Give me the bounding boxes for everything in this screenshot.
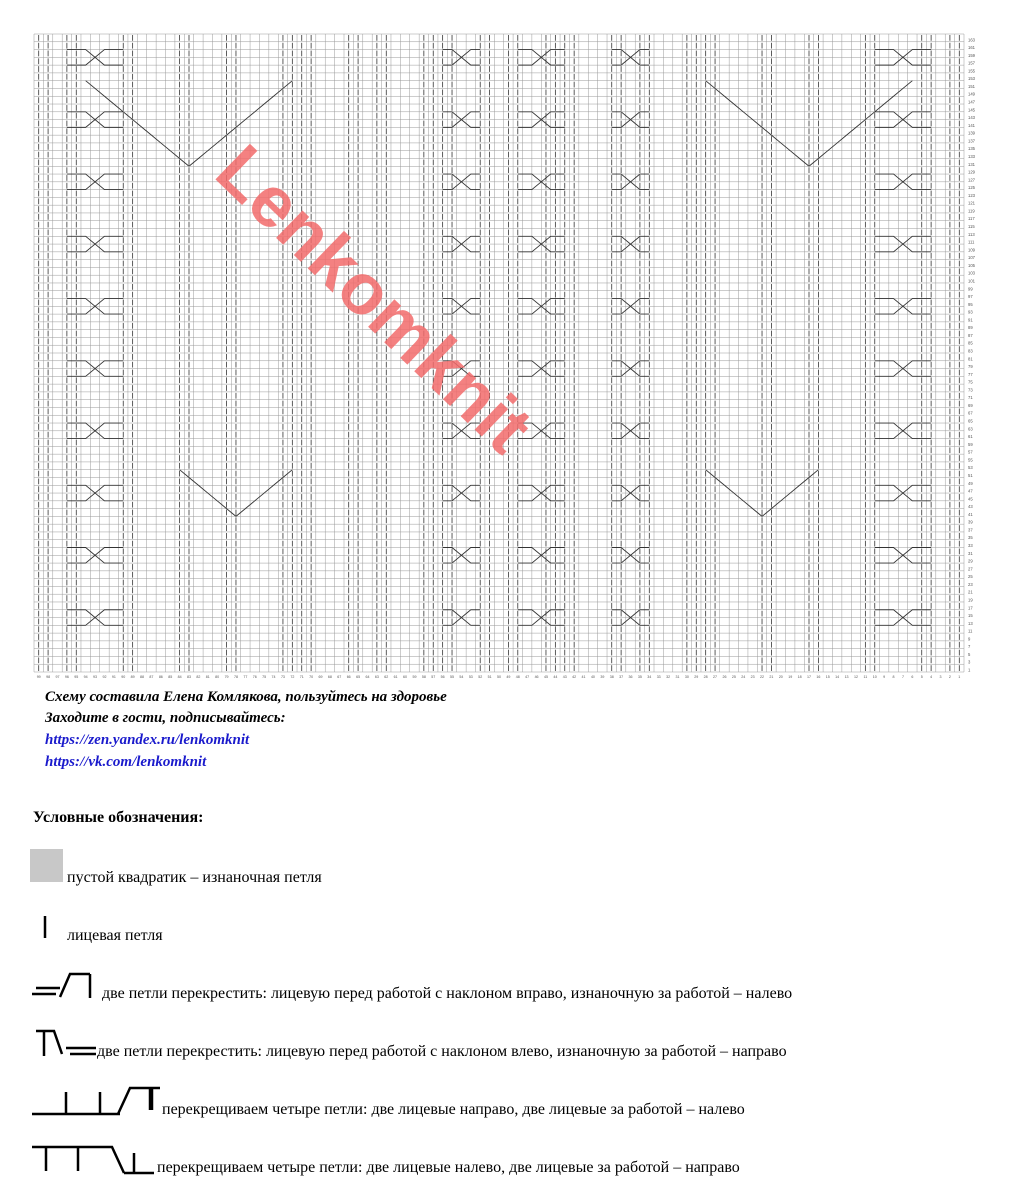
- svg-text:69: 69: [318, 675, 323, 679]
- svg-text:121: 121: [968, 200, 975, 206]
- svg-text:81: 81: [205, 675, 210, 679]
- svg-text:135: 135: [968, 146, 975, 152]
- watermark-text: Lenkomknit: [200, 129, 548, 469]
- svg-text:16: 16: [816, 675, 821, 679]
- svg-text:1: 1: [968, 667, 971, 673]
- svg-text:109: 109: [968, 247, 975, 253]
- svg-text:31: 31: [968, 550, 973, 556]
- svg-text:43: 43: [968, 504, 973, 510]
- svg-text:94: 94: [83, 675, 88, 679]
- svg-text:29: 29: [694, 675, 699, 679]
- svg-text:7: 7: [968, 644, 971, 650]
- svg-text:86: 86: [158, 675, 163, 679]
- svg-text:11: 11: [863, 675, 868, 679]
- legend-title: Условные обозначения:: [33, 809, 204, 826]
- svg-text:7: 7: [901, 675, 904, 679]
- svg-text:87: 87: [149, 675, 154, 679]
- svg-text:66: 66: [346, 675, 351, 679]
- svg-text:137: 137: [968, 138, 975, 144]
- svg-text:33: 33: [968, 543, 973, 549]
- svg-text:159: 159: [968, 52, 975, 58]
- svg-text:149: 149: [968, 91, 975, 97]
- svg-text:23: 23: [968, 581, 973, 587]
- svg-text:87: 87: [968, 332, 973, 338]
- svg-text:157: 157: [968, 60, 975, 66]
- svg-text:63: 63: [968, 426, 973, 432]
- svg-text:95: 95: [968, 301, 973, 307]
- svg-text:143: 143: [968, 115, 975, 121]
- legend-text-knit: лицевая петля: [67, 927, 163, 944]
- svg-text:41: 41: [968, 511, 973, 517]
- svg-text:49: 49: [968, 480, 973, 486]
- svg-text:90: 90: [121, 675, 126, 679]
- svg-text:47: 47: [525, 675, 530, 679]
- svg-text:25: 25: [731, 675, 736, 679]
- svg-text:61: 61: [393, 675, 398, 679]
- svg-text:67: 67: [968, 410, 973, 416]
- svg-text:107: 107: [968, 255, 975, 261]
- row-numbers: [968, 37, 976, 672]
- svg-text:85: 85: [968, 340, 973, 346]
- svg-text:21: 21: [769, 675, 774, 679]
- svg-text:141: 141: [968, 122, 975, 128]
- svg-text:119: 119: [968, 208, 975, 214]
- svg-text:31: 31: [675, 675, 680, 679]
- svg-text:38: 38: [609, 675, 614, 679]
- svg-text:153: 153: [968, 76, 975, 82]
- svg-text:10: 10: [872, 675, 877, 679]
- svg-text:115: 115: [968, 224, 975, 230]
- svg-text:23: 23: [750, 675, 755, 679]
- svg-text:37: 37: [968, 527, 973, 533]
- svg-text:65: 65: [356, 675, 361, 679]
- svg-text:147: 147: [968, 99, 975, 105]
- svg-text:97: 97: [968, 294, 973, 300]
- svg-text:113: 113: [968, 231, 975, 237]
- svg-text:163: 163: [968, 37, 975, 43]
- svg-text:13: 13: [844, 675, 849, 679]
- svg-text:25: 25: [968, 574, 973, 580]
- column-numbers: [37, 675, 961, 679]
- svg-text:36: 36: [628, 675, 633, 679]
- svg-text:117: 117: [968, 216, 975, 222]
- svg-text:5: 5: [968, 651, 971, 657]
- svg-text:41: 41: [581, 675, 586, 679]
- svg-text:5: 5: [920, 675, 923, 679]
- svg-text:81: 81: [968, 356, 973, 362]
- svg-text:59: 59: [412, 675, 417, 679]
- svg-text:85: 85: [168, 675, 173, 679]
- svg-text:30: 30: [684, 675, 689, 679]
- svg-text:3: 3: [968, 659, 971, 665]
- svg-text:15: 15: [825, 675, 830, 679]
- svg-text:29: 29: [968, 558, 973, 564]
- svg-text:89: 89: [130, 675, 135, 679]
- svg-text:9: 9: [968, 636, 971, 642]
- svg-text:65: 65: [968, 418, 973, 424]
- svg-text:58: 58: [421, 675, 426, 679]
- svg-text:91: 91: [111, 675, 116, 679]
- svg-text:75: 75: [968, 379, 973, 385]
- svg-text:99: 99: [968, 286, 973, 292]
- svg-text:20: 20: [778, 675, 783, 679]
- svg-text:75: 75: [262, 675, 267, 679]
- svg-text:34: 34: [647, 675, 652, 679]
- svg-text:53: 53: [468, 675, 473, 679]
- svg-text:35: 35: [637, 675, 642, 679]
- svg-text:54: 54: [459, 675, 464, 679]
- svg-text:17: 17: [807, 675, 811, 679]
- svg-text:27: 27: [713, 675, 718, 679]
- svg-text:125: 125: [968, 185, 975, 191]
- svg-text:39: 39: [600, 675, 605, 679]
- svg-text:22: 22: [760, 675, 765, 679]
- svg-text:51: 51: [487, 675, 492, 679]
- knit-stitch-icon: [40, 914, 50, 940]
- cross-left-2-icon: [30, 1026, 100, 1060]
- svg-text:57: 57: [968, 449, 973, 455]
- svg-text:42: 42: [572, 675, 577, 679]
- svg-text:32: 32: [666, 675, 671, 679]
- svg-text:53: 53: [968, 465, 973, 471]
- svg-text:48: 48: [515, 675, 520, 679]
- svg-text:131: 131: [968, 161, 975, 167]
- cable-right-4-end-icon: [145, 1084, 159, 1118]
- svg-text:52: 52: [478, 675, 483, 679]
- svg-text:19: 19: [968, 597, 973, 603]
- svg-text:77: 77: [968, 371, 973, 377]
- svg-text:4: 4: [930, 675, 933, 679]
- svg-text:56: 56: [440, 675, 445, 679]
- svg-text:103: 103: [968, 270, 975, 276]
- svg-text:71: 71: [968, 395, 973, 401]
- cross-right-2-icon: [30, 970, 100, 1002]
- legend-text-cross-right: две петли перекрестить: лицевую перед работой с наклоном вправо, изнаночную за работой – налево: [102, 985, 793, 1002]
- svg-text:77: 77: [243, 675, 248, 679]
- svg-text:71: 71: [299, 675, 304, 679]
- grid-lines: [34, 34, 964, 672]
- svg-text:82: 82: [196, 675, 201, 679]
- svg-text:79: 79: [968, 364, 973, 370]
- svg-text:93: 93: [968, 309, 973, 315]
- svg-text:93: 93: [93, 675, 98, 679]
- svg-text:123: 123: [968, 192, 975, 198]
- svg-text:83: 83: [187, 675, 191, 679]
- svg-text:92: 92: [102, 675, 107, 679]
- svg-text:17: 17: [968, 605, 973, 611]
- svg-text:46: 46: [534, 675, 539, 679]
- svg-text:111: 111: [968, 239, 975, 245]
- svg-text:44: 44: [553, 675, 558, 679]
- svg-text:14: 14: [835, 675, 840, 679]
- svg-text:145: 145: [968, 107, 975, 113]
- zen-link[interactable]: https://zen.yandex.ru/lenkomknit: [45, 732, 250, 748]
- legend-text-purl: пустой квадратик – изнаночная петля: [67, 869, 322, 886]
- legend-text-cross-left: две петли перекрестить: лицевую перед работой с наклоном влево, изнаночную за работой – направо: [97, 1043, 787, 1060]
- svg-text:63: 63: [374, 675, 379, 679]
- svg-text:98: 98: [46, 675, 51, 679]
- svg-text:91: 91: [968, 317, 973, 323]
- svg-text:18: 18: [797, 675, 802, 679]
- svg-text:24: 24: [741, 675, 746, 679]
- svg-text:27: 27: [968, 566, 973, 572]
- svg-text:57: 57: [431, 675, 436, 679]
- svg-text:37: 37: [619, 675, 624, 679]
- svg-text:28: 28: [703, 675, 708, 679]
- svg-text:35: 35: [968, 535, 973, 541]
- cable-right-4-icon: [30, 1084, 160, 1118]
- svg-text:79: 79: [224, 675, 229, 679]
- svg-text:21: 21: [968, 589, 973, 595]
- svg-text:40: 40: [590, 675, 595, 679]
- svg-text:50: 50: [497, 675, 501, 679]
- svg-text:59: 59: [968, 441, 973, 447]
- svg-text:133: 133: [968, 153, 975, 159]
- svg-text:3: 3: [939, 675, 942, 679]
- svg-text:96: 96: [64, 675, 69, 679]
- svg-text:2: 2: [948, 675, 951, 679]
- svg-text:45: 45: [968, 496, 973, 502]
- svg-text:129: 129: [968, 169, 975, 175]
- svg-text:1: 1: [958, 675, 961, 679]
- legend-text-cable-right: перекрещиваем четыре петли: две лицевые направо, две лицевые за работой – налево: [162, 1101, 745, 1118]
- purl-square-icon: [30, 849, 63, 882]
- svg-text:73: 73: [968, 387, 973, 393]
- svg-text:74: 74: [271, 675, 276, 679]
- vk-link[interactable]: https://vk.com/lenkomknit: [45, 754, 207, 770]
- cable-left-4-icon: [30, 1143, 160, 1179]
- svg-text:8: 8: [892, 675, 895, 679]
- svg-text:89: 89: [968, 325, 973, 331]
- svg-text:76: 76: [252, 675, 257, 679]
- svg-text:45: 45: [543, 675, 548, 679]
- svg-text:39: 39: [968, 519, 973, 525]
- svg-text:84: 84: [177, 675, 182, 679]
- svg-text:60: 60: [403, 675, 408, 679]
- svg-text:127: 127: [968, 177, 975, 183]
- svg-text:55: 55: [450, 675, 455, 679]
- svg-text:70: 70: [309, 675, 314, 679]
- svg-text:151: 151: [968, 83, 975, 89]
- credit-author: Схему составила Елена Комлякова, пользуйтесь на здоровье: [45, 689, 447, 705]
- svg-text:67: 67: [337, 675, 342, 679]
- svg-text:43: 43: [562, 675, 567, 679]
- svg-text:101: 101: [968, 278, 975, 284]
- svg-text:12: 12: [853, 675, 858, 679]
- credit-invite: Заходите в гости, подписывайтесь:: [45, 710, 286, 726]
- svg-text:26: 26: [722, 675, 727, 679]
- svg-text:105: 105: [968, 262, 975, 268]
- svg-text:15: 15: [968, 613, 973, 619]
- svg-text:73: 73: [280, 675, 285, 679]
- svg-text:11: 11: [968, 628, 973, 634]
- svg-text:62: 62: [384, 675, 389, 679]
- svg-text:155: 155: [968, 68, 975, 74]
- svg-text:95: 95: [74, 675, 79, 679]
- svg-text:78: 78: [233, 675, 238, 679]
- svg-text:139: 139: [968, 130, 975, 136]
- svg-text:68: 68: [327, 675, 332, 679]
- svg-text:161: 161: [968, 45, 975, 51]
- svg-text:99: 99: [36, 675, 41, 679]
- svg-text:55: 55: [968, 457, 973, 463]
- svg-text:88: 88: [140, 675, 145, 679]
- svg-text:33: 33: [656, 675, 661, 679]
- svg-text:47: 47: [968, 488, 973, 494]
- svg-text:49: 49: [506, 675, 511, 679]
- svg-text:64: 64: [365, 675, 370, 679]
- svg-text:9: 9: [883, 675, 886, 679]
- svg-text:83: 83: [968, 348, 973, 354]
- svg-text:51: 51: [968, 472, 973, 478]
- legend-text-cable-left: перекрещиваем четыре петли: две лицевые налево, две лицевые за работой – направо: [157, 1159, 740, 1176]
- svg-text:19: 19: [788, 675, 793, 679]
- svg-text:69: 69: [968, 402, 973, 408]
- svg-text:72: 72: [290, 675, 295, 679]
- svg-text:80: 80: [215, 675, 220, 679]
- svg-text:13: 13: [968, 620, 973, 626]
- svg-text:61: 61: [968, 434, 973, 440]
- svg-text:6: 6: [911, 675, 914, 679]
- svg-text:97: 97: [55, 675, 60, 679]
